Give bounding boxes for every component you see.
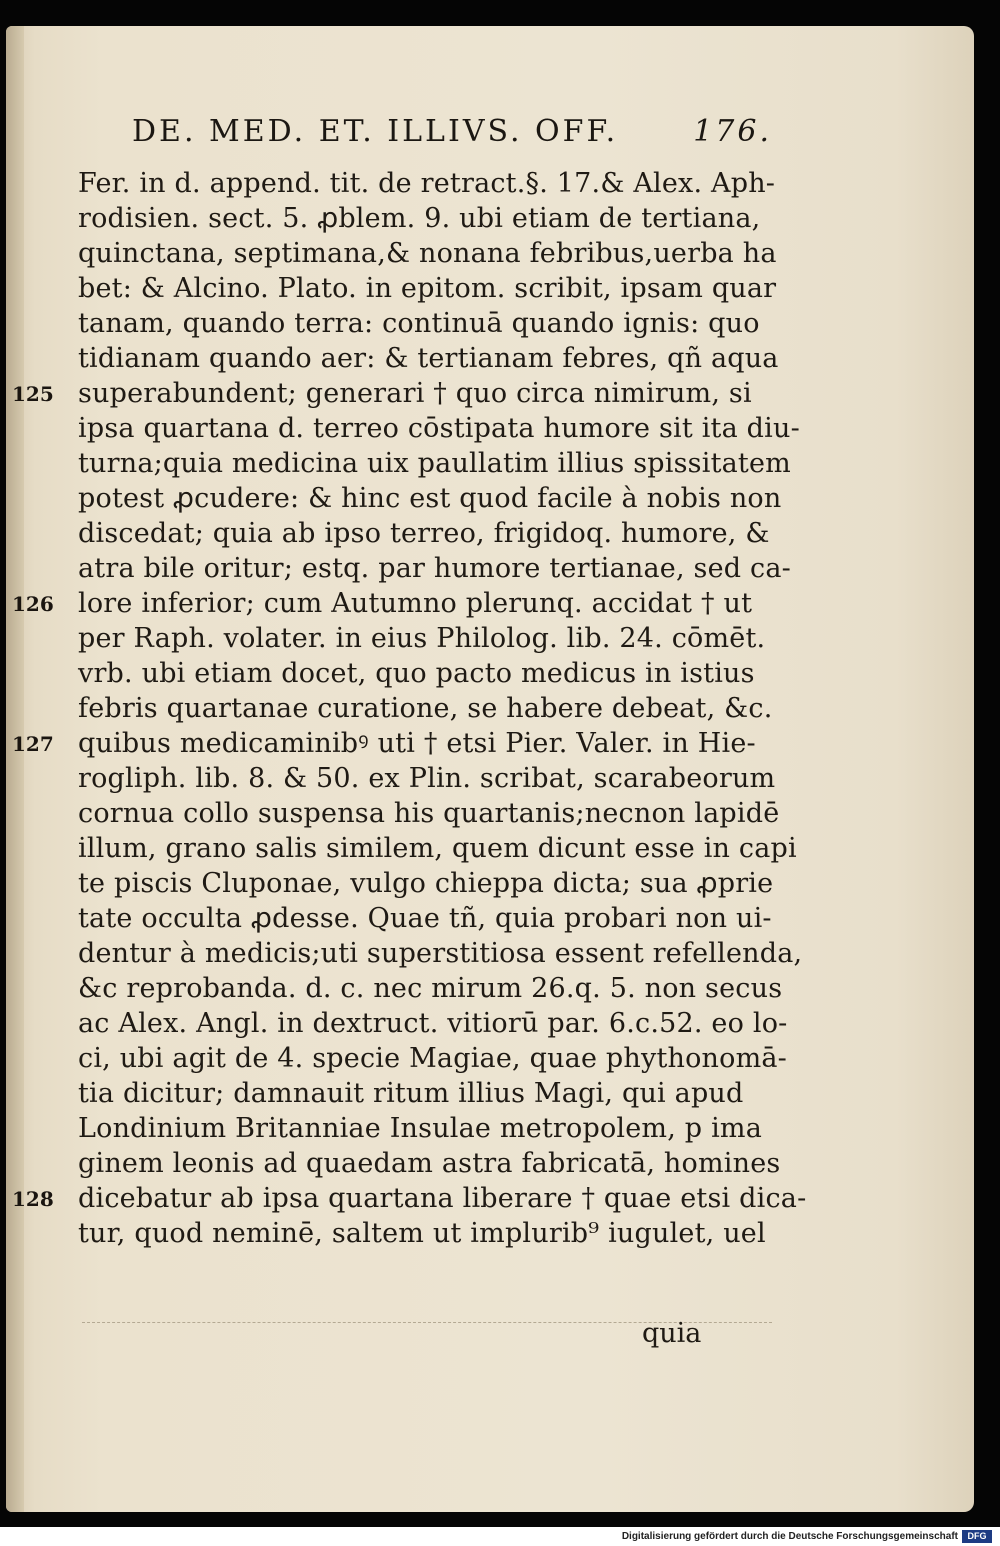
text-line: quibus medicaminibꝰ uti † etsi Pier. Valer. in Hie- bbox=[78, 728, 756, 759]
text-line: tate occulta ꝓdesse. Quae tñ, quia probari non ui- bbox=[78, 903, 772, 934]
text-line: superabundent; generari † quo circa nimirum, si bbox=[78, 378, 752, 409]
catchword: quia bbox=[642, 1318, 702, 1349]
text-line: rodisien. sect. 5. ꝓblem. 9. ubi etiam de tertiana, bbox=[78, 203, 761, 234]
text-line: ginem leonis ad quaedam astra fabricatā, homines bbox=[78, 1148, 781, 1179]
text-line: atra bile oritur; estq. par humore tertianae, sed ca- bbox=[78, 553, 791, 584]
text-line: turna;quia medicina uix paullatim illius spissitatem bbox=[78, 448, 791, 479]
book-page bbox=[6, 26, 974, 1512]
text-line: ci, ubi agit de 4. specie Magiae, quae phythonomā- bbox=[78, 1043, 788, 1074]
digitization-credit: Digitalisierung gefördert durch die Deutsche Forschungsgemeinschaft bbox=[621, 1531, 958, 1542]
text-line: illum, grano salis similem, quem dicunt esse in capi bbox=[78, 833, 797, 864]
text-line: dentur à medicis;uti superstitiosa essent refellenda, bbox=[78, 938, 803, 969]
text-line: ac Alex. Angl. in dextruct. vitiorū par. 6.c.52. eo lo- bbox=[78, 1008, 788, 1039]
text-line: bet: & Alcino. Plato. in epitom. scribit, ipsam quar bbox=[78, 273, 777, 304]
running-head-title: DE. MED. ET. ILLIVS. OFF. bbox=[132, 114, 619, 149]
text-line: quinctana, septimana,& nonana febribus,uerba ha bbox=[78, 238, 777, 269]
text-line: lore inferior; cum Autumno plerunq. accidat † ut bbox=[78, 588, 753, 619]
text-line: rogliph. lib. 8. & 50. ex Plin. scribat, scarabeorum bbox=[78, 763, 776, 794]
text-line: tidianam quando aer: & tertianam febres, qñ aqua bbox=[78, 343, 779, 374]
text-line: potest ꝓcudere: & hinc est quod facile à nobis non bbox=[78, 483, 782, 514]
text-line: tanam, quando terra: continuā quando ignis: quo bbox=[78, 308, 760, 339]
folio-number: 176. bbox=[693, 114, 772, 149]
text-line: tur, quod neminē, saltem ut implurib⁹ iugulet, uel bbox=[78, 1218, 766, 1249]
text-line: per Raph. volater. in eius Philolog. lib. 24. cōmēt. bbox=[78, 623, 766, 654]
text-line: discedat; quia ab ipso terreo, frigidoq. humore, & bbox=[78, 518, 770, 549]
text-line: cornua collo suspensa his quartanis;necnon lapidē bbox=[78, 798, 780, 829]
margin-number: 128 bbox=[12, 1187, 54, 1211]
text-line: tia dicitur; damnauit ritum illius Magi, qui apud bbox=[78, 1078, 744, 1109]
text-line: &c reprobanda. d. c. nec mirum 26.q. 5. non secus bbox=[78, 973, 783, 1004]
text-line: te piscis Cluponae, vulgo chieppa dicta; sua ꝓprie bbox=[78, 868, 774, 899]
page-gutter bbox=[6, 26, 24, 1512]
running-head bbox=[132, 114, 772, 158]
dfg-logo-icon: DFG bbox=[962, 1530, 992, 1543]
text-line: dicebatur ab ipsa quartana liberare † quae etsi dica- bbox=[78, 1183, 807, 1214]
text-line: febris quartanae curatione, se habere debeat, &c. bbox=[78, 693, 773, 724]
margin-number: 127 bbox=[12, 732, 54, 756]
margin-number: 126 bbox=[12, 592, 54, 616]
text-line: ipsa quartana d. terreo cōstipata humore sit ita diu- bbox=[78, 413, 800, 444]
text-line: Fer. in d. append. tit. de retract.§. 17.& Alex. Aph- bbox=[78, 168, 776, 199]
text-line: Londinium Britanniae Insulae metropolem, p ima bbox=[78, 1113, 763, 1144]
text-line: vrb. ubi etiam docet, quo pacto medicus in istius bbox=[78, 658, 755, 689]
margin-number: 125 bbox=[12, 382, 54, 406]
